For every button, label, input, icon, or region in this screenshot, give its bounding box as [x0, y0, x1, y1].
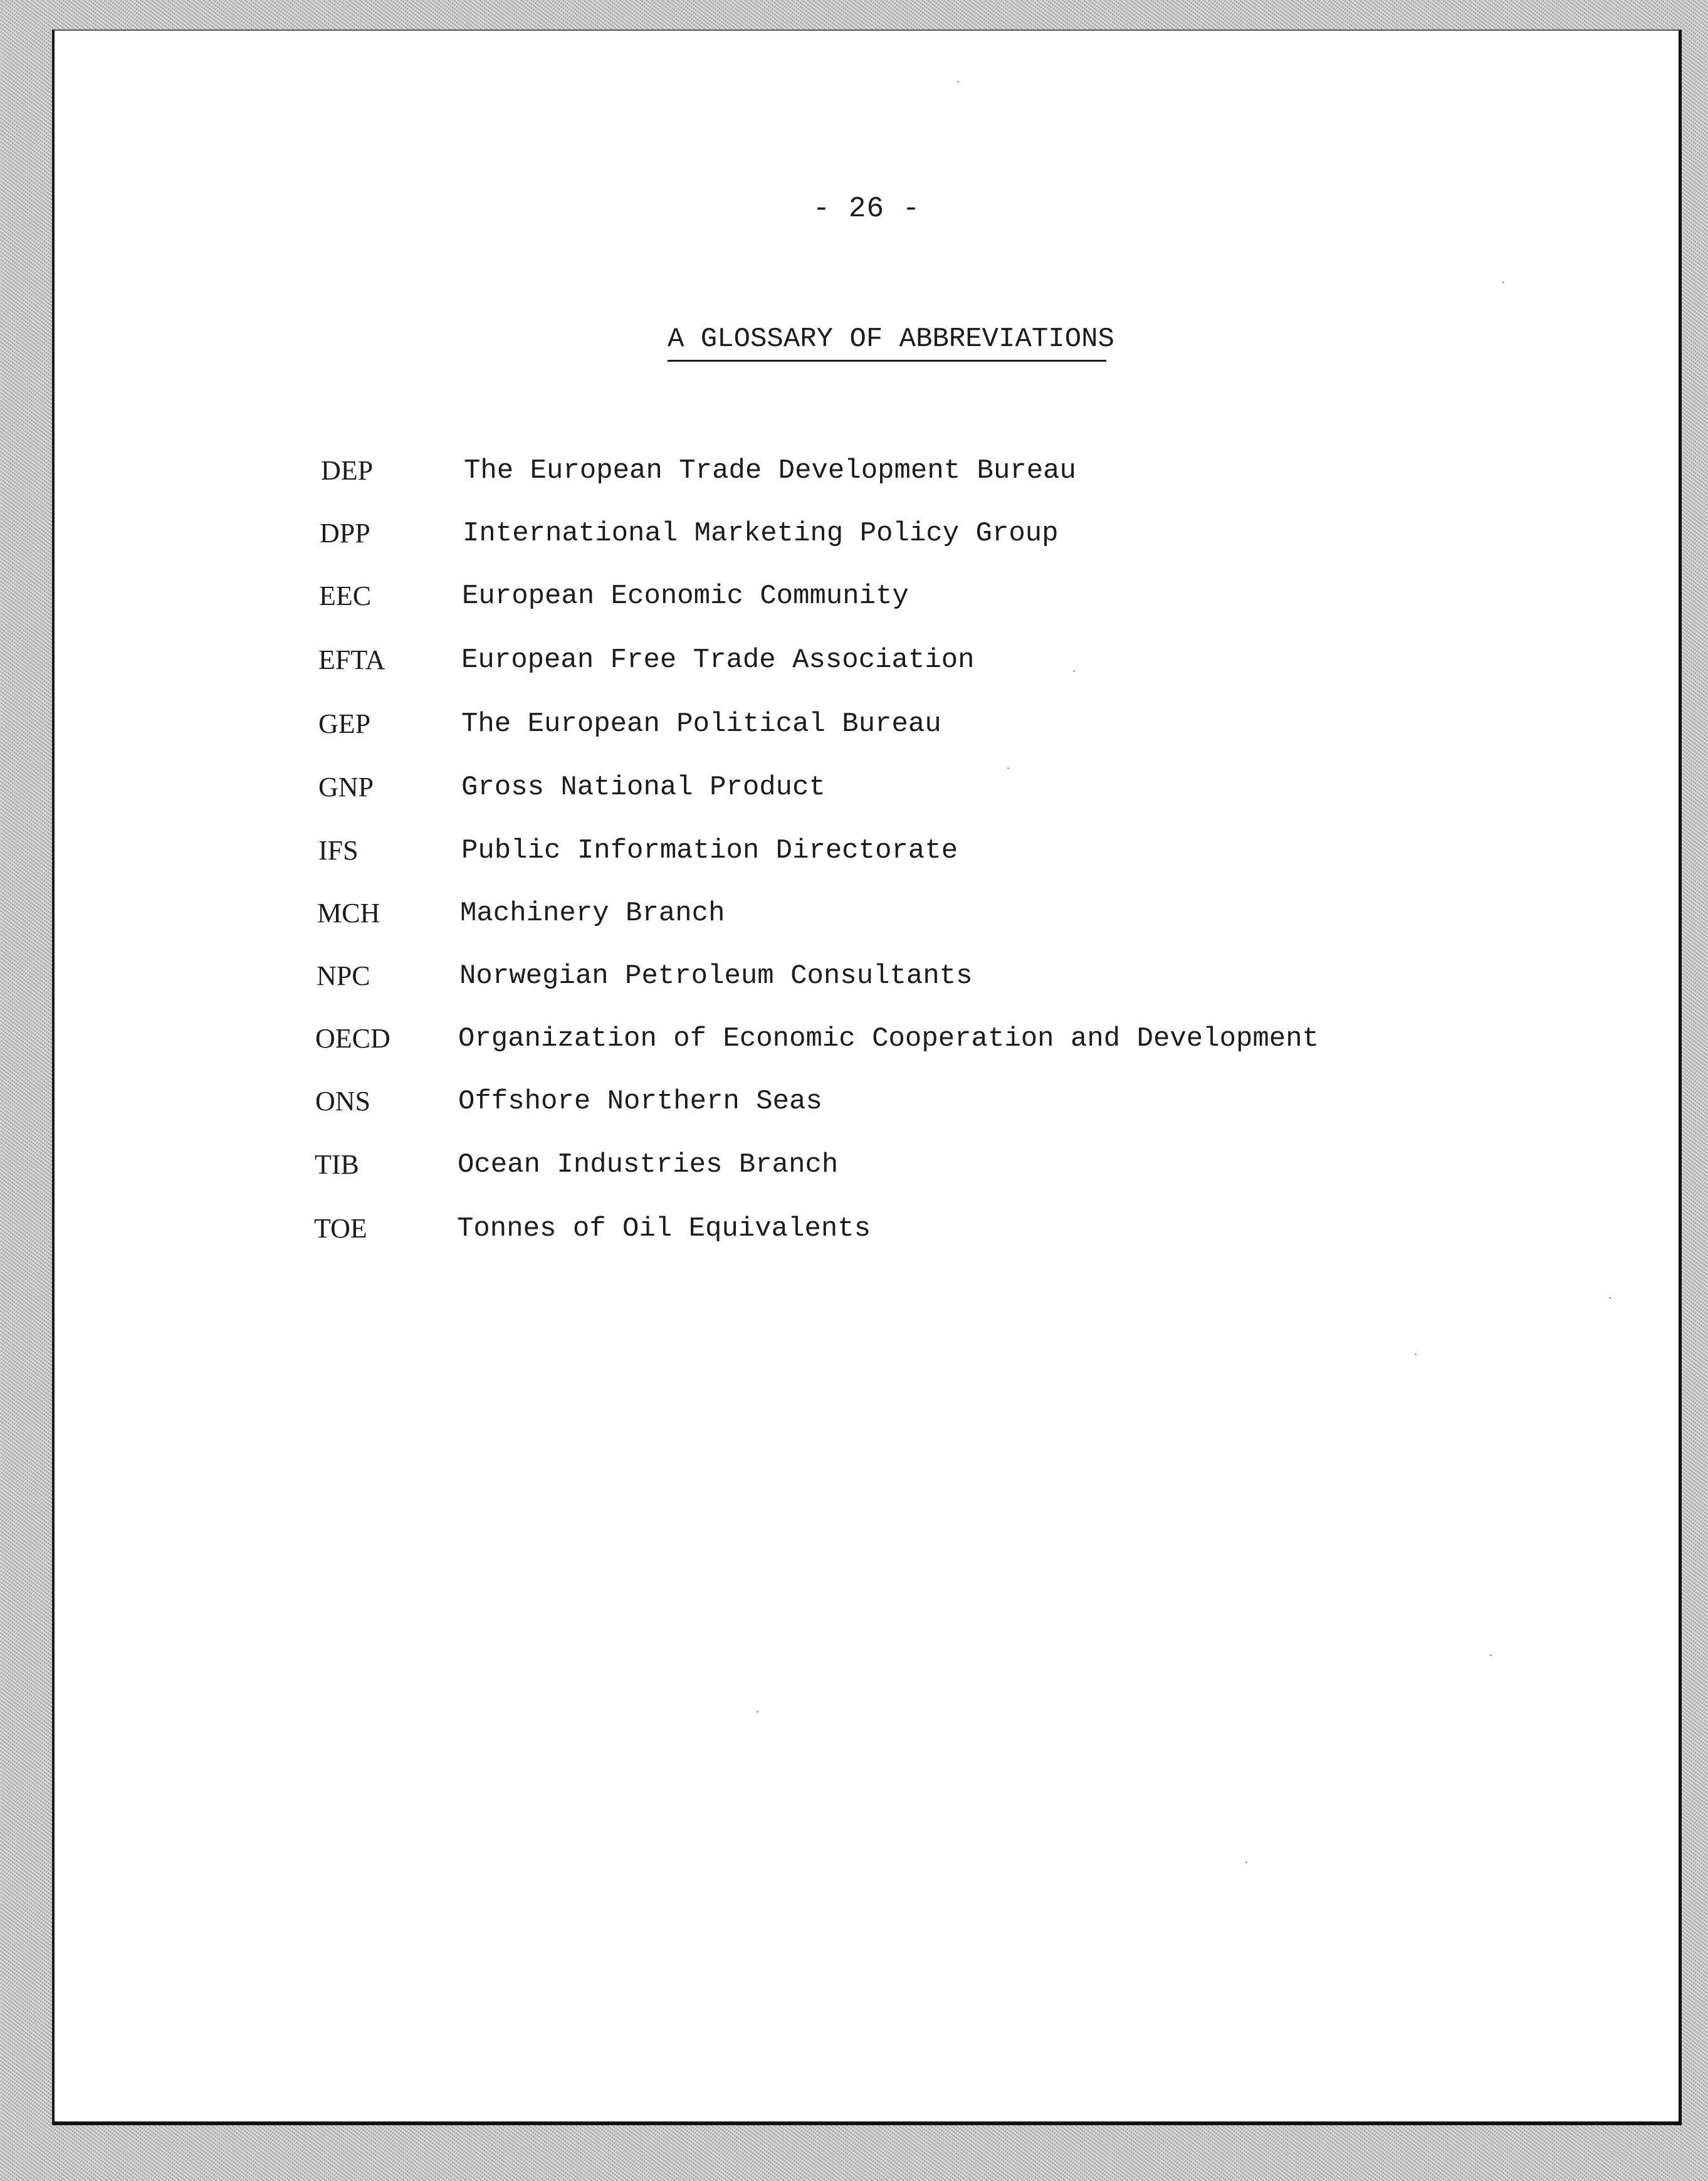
glossary-meaning: International Marketing Policy Group: [463, 518, 1059, 549]
scan-speck: [957, 81, 959, 83]
glossary-abbreviation: DPP: [320, 518, 370, 549]
scan-speck: [1490, 1654, 1492, 1656]
scan-speck: [1609, 1297, 1611, 1299]
glossary-meaning: European Economic Community: [462, 581, 909, 612]
glossary-meaning: Offshore Northern Seas: [458, 1086, 822, 1117]
scan-speck: [757, 1711, 758, 1713]
glossary-meaning: The European Political Bureau: [461, 708, 941, 740]
glossary-abbreviation: DEP: [321, 455, 374, 486]
glossary-abbreviation: GNP: [318, 772, 374, 802]
glossary-abbreviation: ONS: [315, 1086, 371, 1117]
glossary-abbreviation: EEC: [319, 581, 372, 611]
glossary-meaning: Public Information Directorate: [461, 835, 958, 866]
glossary-meaning: Machinery Branch: [460, 898, 725, 929]
document-page: [52, 29, 1682, 2125]
scan-speck: [1245, 1861, 1247, 1863]
glossary-meaning: Norwegian Petroleum Consultants: [459, 960, 973, 992]
scan-speck: [1502, 281, 1504, 283]
glossary-meaning: Tonnes of Oil Equivalents: [457, 1213, 871, 1244]
scan-speck: [1415, 1353, 1417, 1355]
glossary-meaning: European Free Trade Association: [461, 644, 975, 676]
glossary-meaning: Ocean Industries Branch: [458, 1149, 839, 1180]
glossary-abbreviation: MCH: [317, 898, 380, 928]
glossary-meaning: The European Trade Development Bureau: [464, 455, 1076, 486]
glossary-abbreviation: IFS: [318, 835, 359, 866]
scan-speck: [1073, 670, 1075, 672]
glossary-meaning: Organization of Economic Cooperation and Development: [458, 1023, 1319, 1054]
scan-speck: [1007, 767, 1009, 769]
glossary-abbreviation: OECD: [315, 1023, 390, 1054]
glossary-abbreviation: GEP: [318, 708, 371, 739]
glossary-abbreviation: TOE: [314, 1213, 367, 1244]
glossary-meaning: Gross National Product: [461, 772, 825, 803]
glossary-abbreviation: EFTA: [318, 644, 385, 675]
glossary-abbreviation: TIB: [315, 1149, 359, 1180]
glossary-title: A GLOSSARY OF ABBREVIATIONS: [668, 323, 1106, 362]
page-number: - 26 -: [812, 192, 921, 225]
glossary-abbreviation: NPC: [317, 960, 370, 991]
